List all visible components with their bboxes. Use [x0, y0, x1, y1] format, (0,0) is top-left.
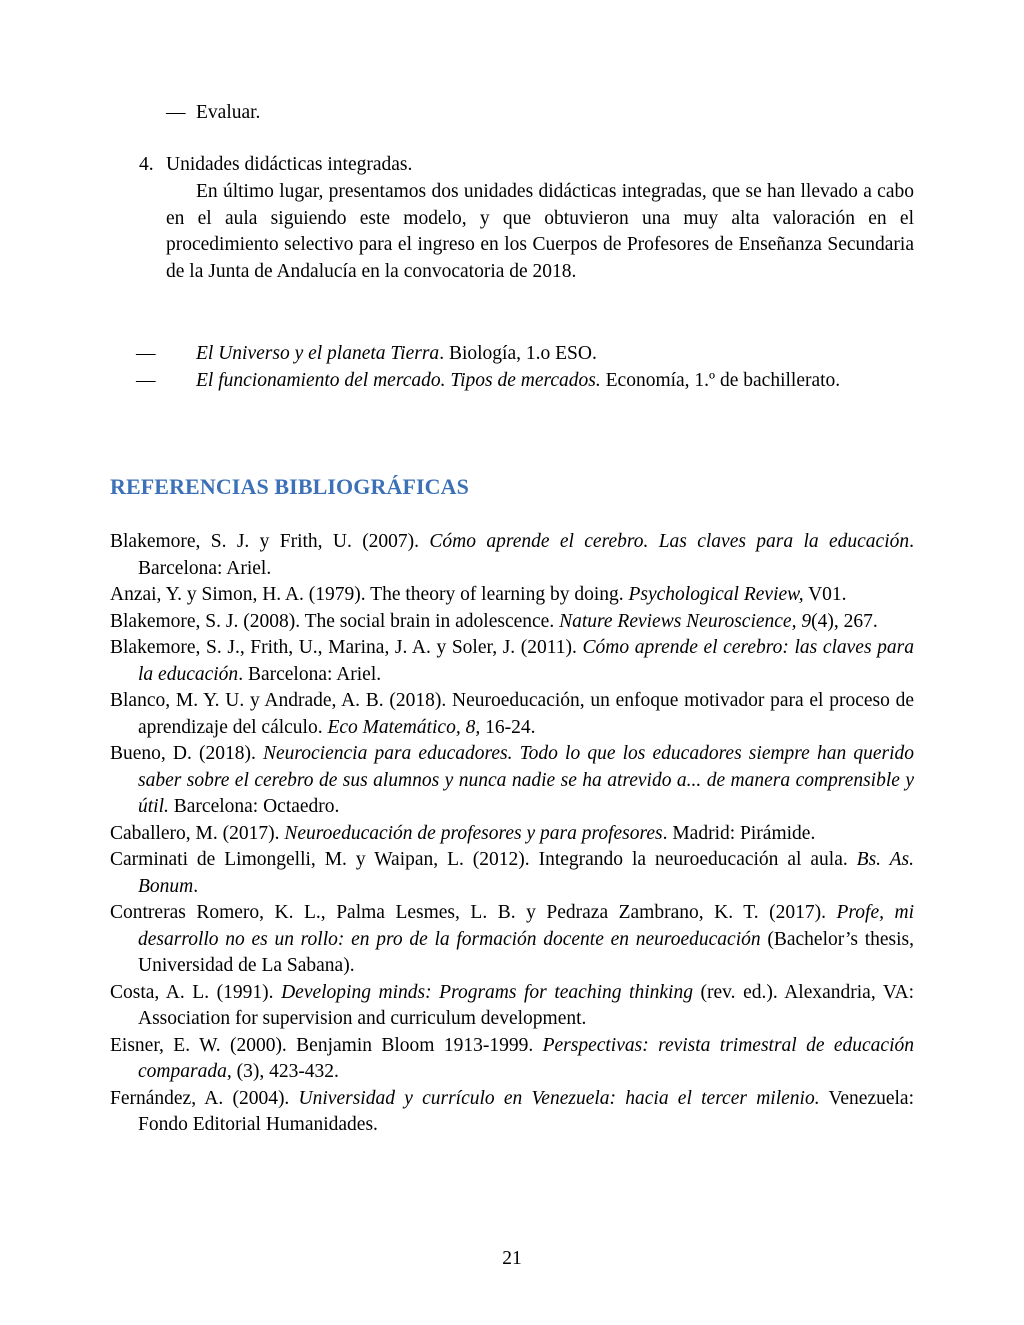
ref-text: Blanco, M. Y. U. y Andrade, A. B. (2018). Neuroeducación, un enfoque motivador para el proceso de aprendizaje del cálculo.	[110, 690, 914, 738]
reference-entry	[110, 635, 914, 688]
ref-title: Developing minds: Programs for teaching thinking	[281, 981, 693, 1003]
dash-marker: —	[166, 102, 186, 123]
section-4-heading	[139, 152, 914, 179]
reference-entry	[110, 847, 914, 900]
reference-entry	[110, 900, 914, 980]
ref-text: Blakemore, S. J. y Frith, U. (2007).	[110, 531, 430, 552]
ref-title: Neurociencia para educadores. Todo lo que los educadores siempre han querido saber sobre el cerebro de sus alumnos y nunca nadie se ha atrevido a... de manera comprensible y útil.	[138, 743, 914, 817]
ref-text: Blakemore, S. J., Frith, U., Marina, J. A. y Soler, J. (2011).	[110, 637, 583, 658]
reference-entry	[110, 980, 914, 1033]
ref-text: (4), 267.	[811, 610, 878, 632]
ref-title: Perspectivas: revista trimestral de educación comparada,	[138, 1034, 914, 1082]
ref-text: Eisner, E. W. (2000). Benjamin Bloom 1913-1999.	[110, 1034, 543, 1056]
unit-detail: . Biología, 1.o ESO.	[439, 343, 597, 364]
references-list	[110, 529, 914, 1139]
reference-entry	[110, 821, 914, 848]
ref-text: Carminati de Limongelli, M. y Waipan, L. (2012). Integrando la neuroeducación al aula.	[110, 849, 857, 870]
section-title: Unidades didácticas integradas.	[166, 154, 413, 175]
ref-text: Anzai, Y. y Simon, H. A. (1979). The theory of learning by doing.	[110, 584, 629, 605]
ref-title: Cómo aprende el cerebro. Las claves para la educación	[429, 531, 910, 552]
reference-entry	[110, 1086, 914, 1139]
unit-title: El funcionamiento del mercado. Tipos de mercados.	[196, 370, 601, 391]
ref-title: Bs. As. Bonum	[138, 849, 914, 897]
ref-text: . Madrid: Pirámide.	[662, 822, 816, 844]
ref-text: .	[193, 875, 199, 897]
bullet-evaluar	[166, 100, 914, 127]
reference-entry	[110, 609, 914, 636]
ref-text: (rev. ed.). Alexandria, VA: Association for supervision and curriculum development.	[138, 981, 914, 1029]
ref-text: 16-24.	[480, 716, 536, 738]
ref-text: . Barcelona: Ariel.	[238, 663, 382, 685]
ref-title: Psychological Review,	[628, 584, 804, 605]
ref-title: Cómo aprende el cerebro: las claves para la educación	[138, 637, 914, 685]
unit-title: El Universo y el planeta Tierra	[196, 343, 440, 364]
reference-entry	[110, 529, 914, 582]
section-number: 4.	[139, 154, 154, 175]
ref-title: Universidad y currículo en Venezuela: hacia el tercer milenio.	[298, 1087, 820, 1109]
references-heading: REFERENCIAS BIBLIOGRÁFICAS	[110, 474, 469, 499]
ref-text: Blakemore, S. J. (2008). The social brain in adolescence.	[110, 610, 560, 632]
ref-title: Profe, mi desarrollo no es un rollo: en pro de la formación docente en neuroeducación	[138, 902, 914, 950]
ref-text: V01.	[803, 584, 847, 605]
dash-marker: —	[136, 370, 156, 391]
ref-text: Costa, A. L. (1991).	[110, 981, 282, 1003]
bullet-text: Evaluar.	[196, 102, 261, 123]
ref-text: Barcelona: Octaedro.	[168, 796, 340, 817]
unit-detail: Economía, 1.º de bachillerato.	[600, 370, 841, 391]
reference-entry	[110, 1033, 914, 1086]
page-number: 21	[502, 1248, 522, 1269]
ref-title: Neuroeducación de profesores y para profesores	[284, 822, 663, 844]
section-4-paragraph: En último lugar, presentamos dos unidades didácticas integradas, que se han llevado a cabo en el aula siguiendo este modelo, y que obtuvieron una muy alta valoración en el procedimiento selectivo para el ingreso en los Cuerpos de Profesores de Enseñanza Secundaria de la Junta de Andalucía en la convocatoria de 2018.	[166, 181, 914, 282]
unit-item-2	[136, 368, 944, 395]
reference-entry	[110, 741, 914, 821]
ref-text: Bueno, D. (2018).	[110, 743, 263, 764]
ref-text: Venezuela: Fondo Editorial Humanidades.	[138, 1087, 914, 1135]
ref-text: (Bachelor’s thesis, Universidad de La Sabana).	[138, 928, 914, 976]
reference-entry	[110, 688, 914, 741]
ref-text: Contreras Romero, K. L., Palma Lesmes, L. B. y Pedraza Zambrano, K. T. (2017).	[110, 902, 837, 923]
ref-title: Nature Reviews Neuroscience, 9	[559, 610, 812, 632]
unit-item-1	[136, 341, 944, 368]
ref-title: Eco Matemático, 8,	[327, 716, 481, 738]
ref-text: . Barcelona: Ariel.	[138, 531, 914, 579]
ref-text: Fernández, A. (2004).	[110, 1087, 299, 1109]
ref-text: Caballero, M. (2017).	[110, 822, 285, 844]
dash-marker: —	[136, 343, 156, 364]
ref-text: (3), 423-432.	[231, 1061, 339, 1082]
reference-entry	[110, 582, 914, 609]
